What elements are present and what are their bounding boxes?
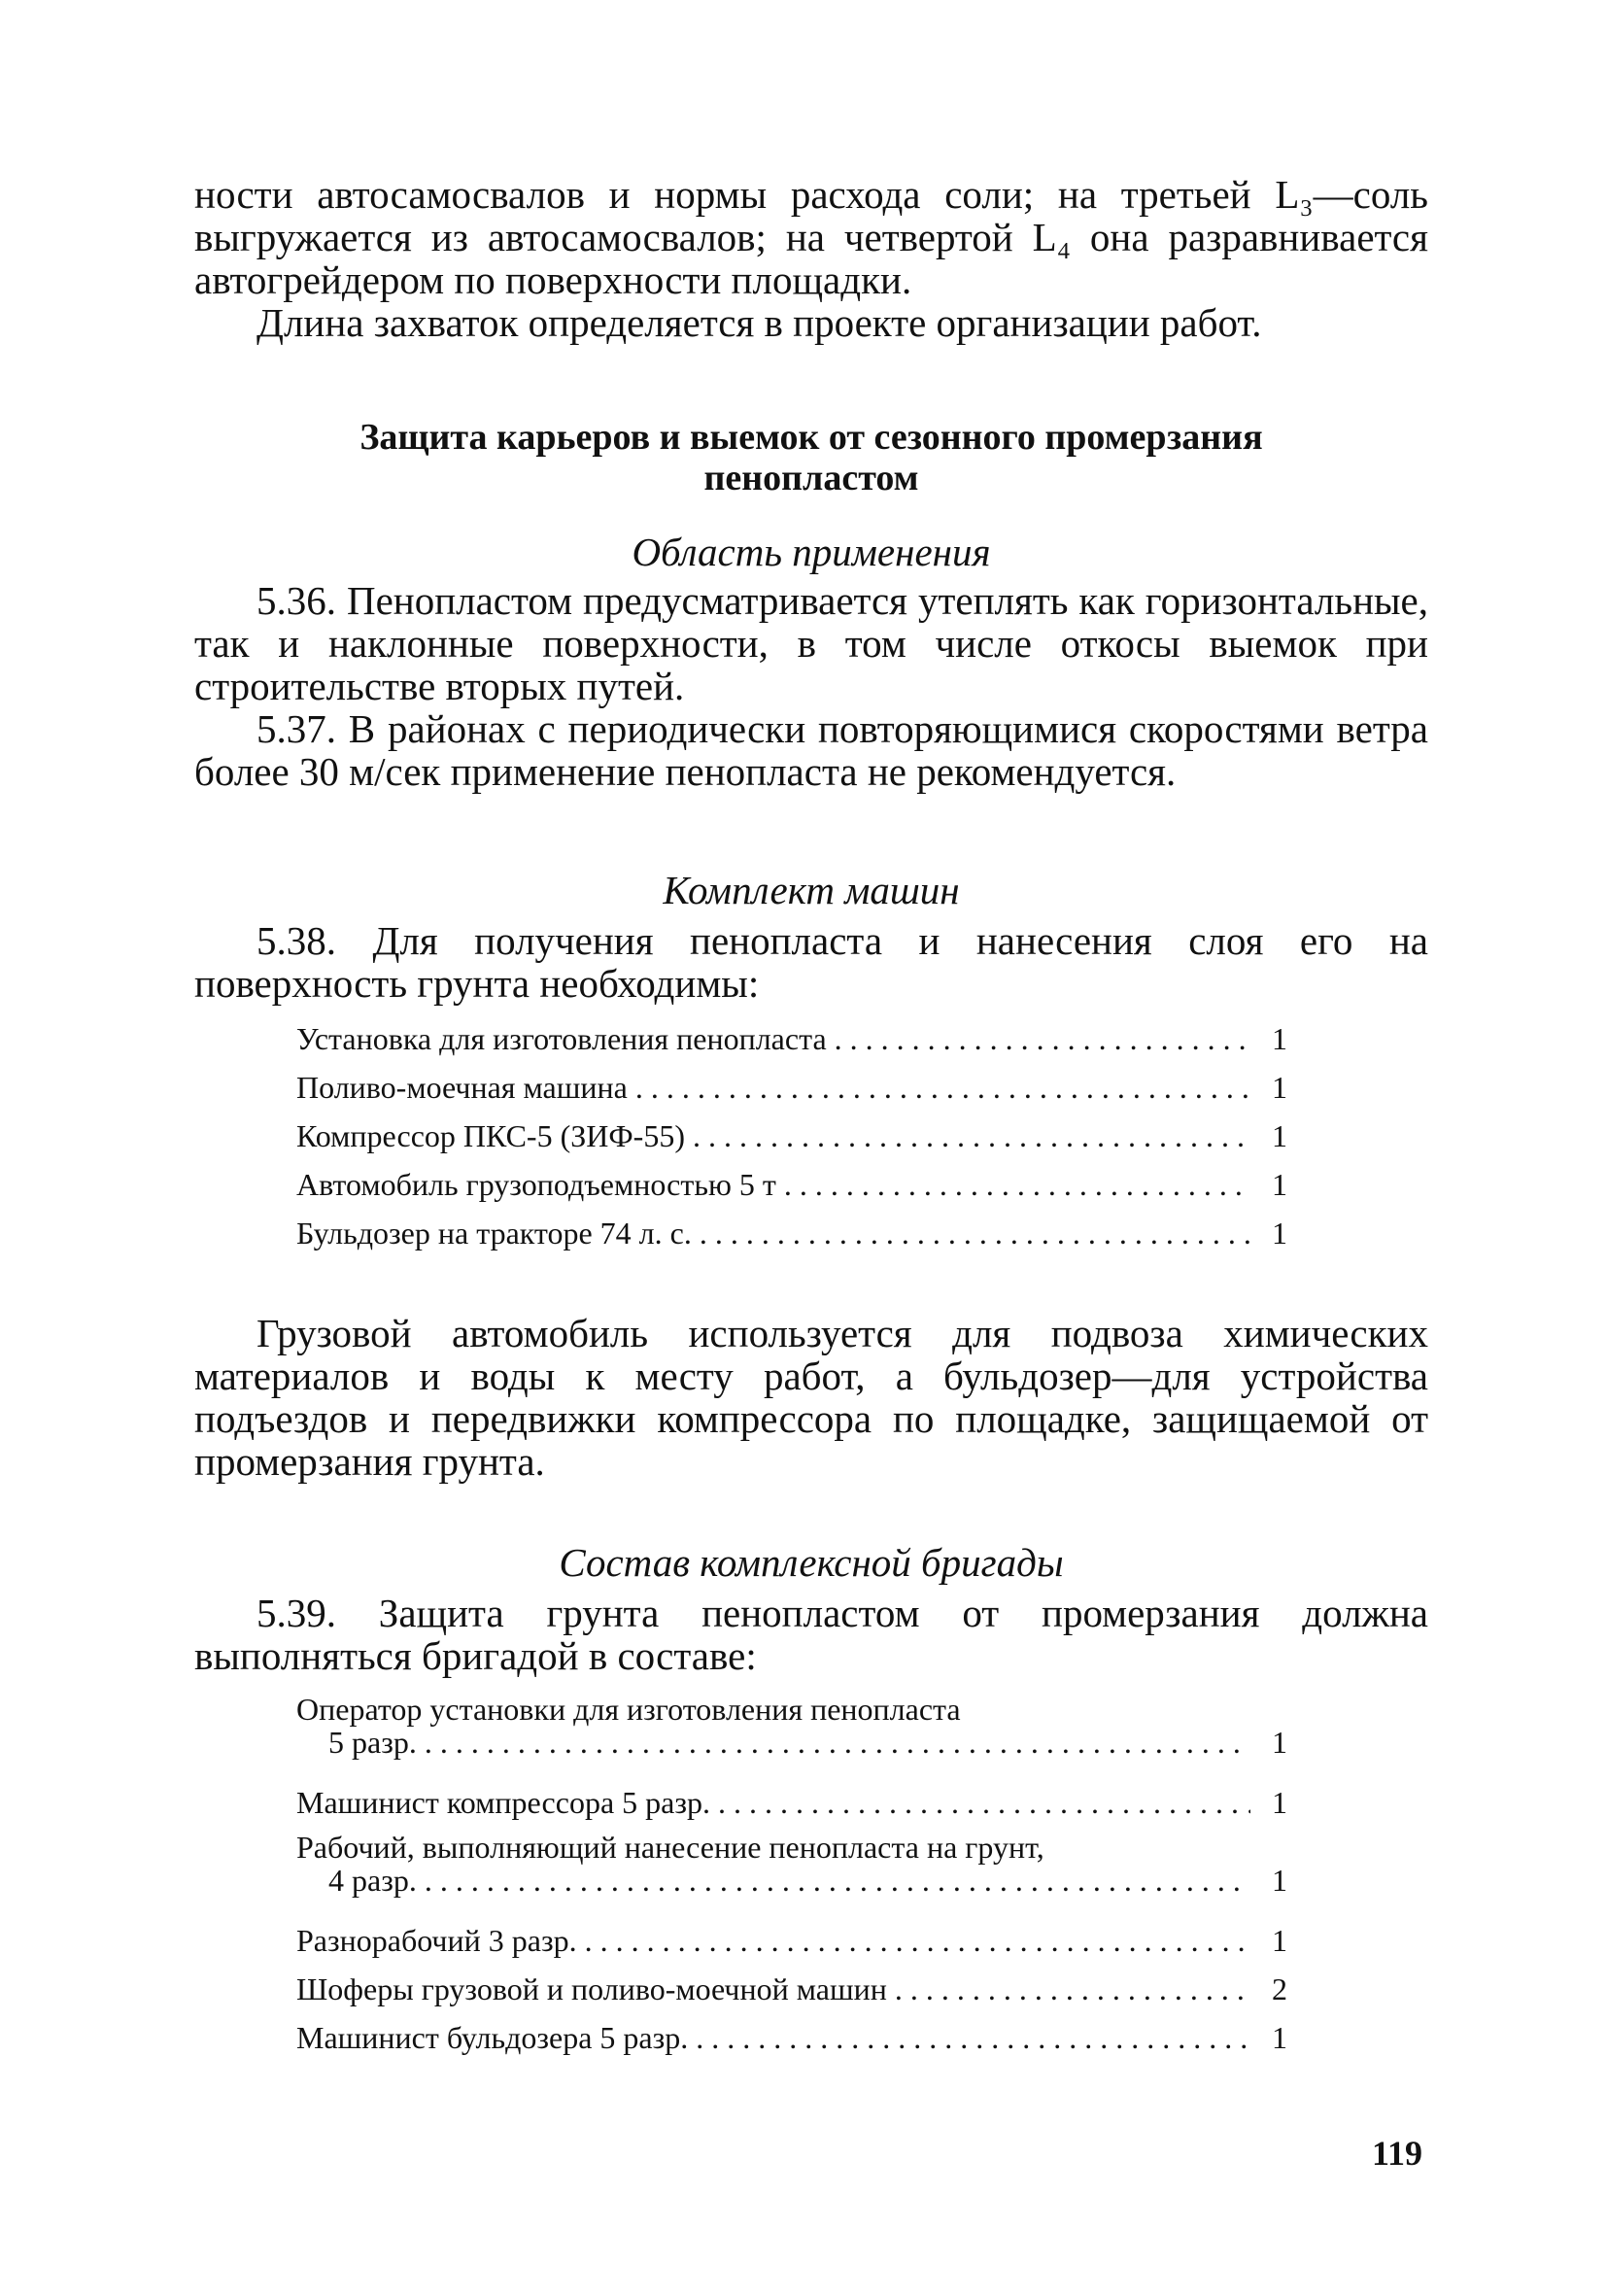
continuation-paragraph: ности автосамосвалов и нормы расхода соли; на третьей L₃—соль выгружается из автосамосвалов; на четвертой L₄ она разравнивается автогрейдером по поверхности площадки. [194, 172, 1428, 302]
item-name: Поливо-моечная машина [296, 1070, 628, 1105]
list-item [296, 1009, 1287, 1057]
machines-intro-block [194, 919, 1428, 1005]
item-name: Компрессор ПКС-5 (ЗИФ-55) [296, 1118, 685, 1153]
item-name: Автомобиль грузоподъемностью 5 т [296, 1167, 776, 1202]
intro-block [194, 173, 1428, 344]
item-quantity: 2 [1272, 1971, 1287, 2006]
list-item [296, 1959, 1287, 2007]
list-item [296, 1106, 1287, 1154]
leader-dots [585, 1922, 1250, 1959]
leader-dots [693, 1117, 1250, 1154]
paragraph-truck-bulldozer: Грузовой автомобиль используется для подвоза химических материалов и воды к месту работ, а бульдозер—для устройства подъездов и передвижки компрессора по площадке, защищаемой от промерзания грунта. [194, 1311, 1428, 1484]
item-name: Машинист бульдозера 5 разр. [296, 2020, 689, 2055]
leader-dots [700, 1215, 1250, 1251]
machines-list [296, 1009, 1287, 1251]
item-quantity: 1 [1272, 1923, 1287, 1958]
paragraph-grip-length: Длина захваток определяется в проекте организации работ. [256, 300, 1262, 345]
leader-dots [696, 2019, 1250, 2056]
leader-dots [784, 1166, 1250, 1203]
leader-dots [895, 1970, 1250, 2007]
item-name-line1: Оператор установки для изготовления пенопласта [296, 1692, 961, 1727]
paragraph-5-37: 5.37. В районах с периодически повторяющимися скоростями ветра более 30 м/сек применение пенопласта не рекомендуется. [194, 706, 1428, 794]
subheading-machines: Комплект машин [663, 868, 960, 912]
list-item [296, 2007, 1287, 2056]
list-item [296, 1910, 1287, 1959]
list-item [296, 1772, 1287, 1821]
item-quantity: 1 [1272, 1725, 1287, 1760]
list-item [296, 1831, 1287, 1897]
subheading-brigade: Состав комплексной бригады [559, 1540, 1064, 1585]
item-quantity: 1 [1272, 1070, 1287, 1105]
item-quantity: 1 [1272, 2020, 1287, 2055]
page-number: 119 [1372, 2134, 1423, 2173]
section-title-line1: Защита карьеров и выемок от сезонного промерзания [359, 417, 1263, 458]
item-name-line2: 5 разр. [328, 1725, 417, 1760]
paragraph-5-36: 5.36. Пенопластом предусматривается утеплять как горизонтальные, так и наклонные поверхности, в том числе откосы выемок при строительстве вторых путей. [194, 578, 1428, 708]
item-quantity: 1 [1272, 1167, 1287, 1202]
item-name: Установка для изготовления пенопласта [296, 1021, 827, 1056]
brigade-intro-block [194, 1592, 1428, 1677]
leader-dots [835, 1020, 1250, 1057]
item-name: Машинист компрессора 5 разр. [296, 1785, 710, 1820]
leader-dots [425, 1726, 1250, 1759]
item-name-line1: Рабочий, выполняющий нанесение пенопласта на грунт, [296, 1830, 1044, 1865]
list-item [296, 1057, 1287, 1106]
subheading-area: Область применения [632, 530, 991, 574]
item-name: Шоферы грузовой и поливо-моечной машин [296, 1971, 887, 2006]
list-item [296, 1203, 1287, 1251]
item-name: Бульдозер на тракторе 74 л. с. [296, 1216, 692, 1251]
item-quantity: 1 [1272, 1785, 1287, 1820]
paragraph-5-39: 5.39. Защита грунта пенопластом от промерзания должна выполняться бригадой в составе: [194, 1591, 1428, 1678]
item-quantity: 1 [1272, 1118, 1287, 1153]
leader-dots [718, 1784, 1250, 1821]
item-quantity: 1 [1272, 1863, 1287, 1898]
item-quantity: 1 [1272, 1216, 1287, 1251]
paragraph-5-38: 5.38. Для получения пенопласта и нанесения слоя его на поверхность грунта необходимы: [194, 918, 1428, 1006]
brigade-list [296, 1693, 1287, 2056]
item-name: Разнорабочий 3 разр. [296, 1923, 577, 1958]
section-title-line2: пенопластом [703, 458, 919, 498]
area-block [194, 579, 1428, 793]
item-name-line2: 4 разр. [328, 1863, 417, 1898]
list-item [296, 1693, 1287, 1759]
list-item [296, 1154, 1287, 1203]
leader-dots [635, 1069, 1250, 1106]
leader-dots [425, 1864, 1250, 1897]
machines-note-block [194, 1312, 1428, 1483]
item-quantity: 1 [1272, 1021, 1287, 1056]
